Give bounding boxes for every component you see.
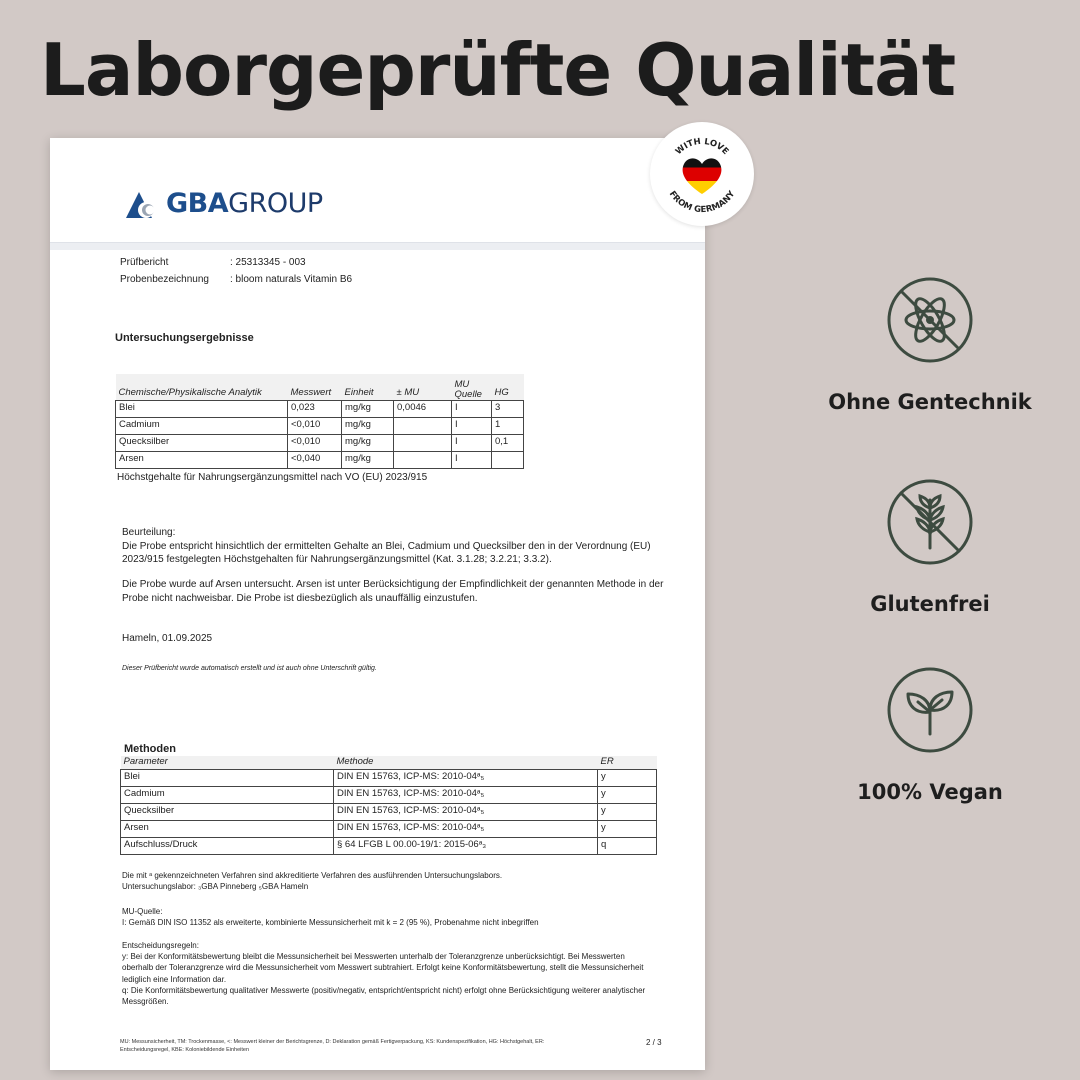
cell-method: DIN EN 15763, ICP-MS: 2010-04ᵃ₅ [334, 786, 598, 803]
cell-decision-rule: y [598, 786, 657, 803]
feature-label: Glutenfrei [870, 592, 990, 616]
cell-mu-source: I [452, 417, 492, 434]
made-in-germany-stamp [650, 122, 754, 226]
cell-analyte: Cadmium [116, 417, 288, 434]
cell-unit: mg/kg [342, 434, 394, 451]
cell-analyte: Arsen [116, 451, 288, 468]
cell-value: <0,010 [288, 417, 342, 434]
cell-method: § 64 LFGB L 00.00-19/1: 2015-06ᵃ₃ [334, 837, 598, 854]
results-heading: Untersuchungsergebnisse [115, 332, 254, 344]
cell-method: DIN EN 15763, ICP-MS: 2010-04ᵃ₅ [334, 803, 598, 820]
methods-col-header: Methode [334, 756, 598, 769]
page-number: 2 / 3 [646, 1038, 662, 1047]
table-row [121, 837, 657, 854]
cell-mu-source: I [452, 434, 492, 451]
rules-q: q: Die Konformitätsbewertung qualitativer Messwerte (positiv/negativ, entspricht/entspricht nicht) erfolgt ohne Berücksichtigung weiterer analytischer Messgrößen. [122, 985, 646, 1006]
assessment-block [122, 526, 682, 567]
cell-analyte: Quecksilber [116, 434, 288, 451]
assessment-title: Beurteilung: [122, 527, 176, 538]
cell-parameter: Cadmium [121, 786, 334, 803]
cell-decision-rule: y [598, 769, 657, 786]
page-headline: Laborgeprüfte Qualität [40, 28, 956, 112]
meta-label: Probenbezeichnung [120, 274, 209, 285]
table-row [121, 803, 657, 820]
stamp-top-text: WITH LOVE [673, 136, 731, 158]
mu-title: MU-Quelle: [122, 907, 163, 916]
methods-col-header: Parameter [121, 756, 334, 769]
results-col-header: HG [492, 374, 524, 400]
limits-note: Höchstgehalte für Nahrungsergänzungsmittel nach VO (EU) 2023/915 [117, 472, 428, 483]
meta-sample-name [120, 273, 352, 287]
accredited-note: Die mit ᵃ gekennzeichneten Verfahren sind akkreditierte Verfahren des ausführenden Untersuchungslabors. [122, 871, 503, 880]
gba-triangle-icon [122, 188, 160, 220]
vegan-sprout-icon [886, 666, 974, 754]
cell-mu [394, 417, 452, 434]
cell-unit: mg/kg [342, 451, 394, 468]
table-row [121, 769, 657, 786]
feature-no-gmo [780, 276, 1080, 414]
decision-rules-block [122, 940, 652, 1007]
cell-hg: 0,1 [492, 434, 524, 451]
mu-text: I: Gemäß DIN ISO 11352 als erweiterte, kombinierte Messunsicherheit mit k = 2 (95 %), Probenahme nicht inbegriffen [122, 918, 539, 928]
results-table [115, 374, 524, 469]
labs-note: Untersuchungslabor: ₃GBA Pinneberg ₅GBA Hameln [122, 882, 309, 892]
lab-report-document [50, 138, 705, 1070]
cell-value: 0,023 [288, 400, 342, 417]
meta-value: : 25313345 - 003 [230, 257, 306, 268]
meta-value: : bloom naturals Vitamin B6 [230, 274, 353, 285]
cell-decision-rule: y [598, 820, 657, 837]
feature-badges [780, 240, 1080, 830]
logo-brand: GBA [166, 188, 229, 219]
cell-value: <0,040 [288, 451, 342, 468]
methods-header-row [121, 756, 657, 769]
cell-value: <0,010 [288, 434, 342, 451]
feature-vegan [780, 666, 1080, 804]
table-row [116, 434, 524, 451]
cell-mu: 0,0046 [394, 400, 452, 417]
cell-method: DIN EN 15763, ICP-MS: 2010-04ᵃ₅ [334, 820, 598, 837]
table-row [116, 417, 524, 434]
methods-table [120, 756, 657, 855]
assessment-text: Die Probe entspricht hinsichtlich der ermittelten Gehalte an Blei, Cadmium und Quecksilber den in der Verordnung (EU) 2023/915 festgelegten Höchstgehalten für Nahrungsergänzungsmittel (Kat. 3.1.28; 3.2.21; 3.3.2). [122, 540, 651, 565]
gba-group-logo [122, 186, 323, 222]
rules-y: y: Bei der Konformitätsbewertung bleibt die Messunsicherheit bei Messwerten unterhalb der Toleranzgrenze unberücksichtigt. Bei Messwerten oberhalb der Toleranzgrenze wird die Messunsicherheit vom Messwert subtrahiert. Erfolgt keine Konformitätsbewertung, stellt die Messunsicherheit lediglich eine Information dar. [122, 952, 644, 984]
cell-parameter: Quecksilber [121, 803, 334, 820]
results-col-header: MU Quelle [452, 374, 492, 400]
logo-suffix: GROUP [228, 188, 323, 219]
cell-parameter: Aufschluss/Druck [121, 837, 334, 854]
cell-hg: 3 [492, 400, 524, 417]
methods-heading: Methoden [124, 743, 176, 755]
cell-method: DIN EN 15763, ICP-MS: 2010-04ᵃ₅ [334, 769, 598, 786]
results-col-header: ± MU [394, 374, 452, 400]
arsenic-text: Die Probe wurde auf Arsen untersucht. Arsen ist unter Berücksichtigung der Empfindlichkeit der genannten Methode in der Probe nicht nachweisbar. Die Probe ist diesbezüglich als unauffällig einzustufen. [122, 579, 664, 604]
results-header-row [116, 374, 524, 400]
table-row [116, 400, 524, 417]
accreditation-block [122, 870, 682, 892]
cell-unit: mg/kg [342, 400, 394, 417]
cell-decision-rule: q [598, 837, 657, 854]
german-heart-icon [650, 122, 754, 226]
rules-title: Entscheidungsregeln: [122, 941, 199, 950]
cell-mu [394, 434, 452, 451]
cell-hg: 1 [492, 417, 524, 434]
cell-mu-source: I [452, 400, 492, 417]
table-row [121, 786, 657, 803]
table-row [116, 451, 524, 468]
cell-hg [492, 451, 524, 468]
meta-label: Prüfbericht [120, 257, 169, 268]
mu-source-block [122, 906, 682, 928]
no-gluten-wheat-icon [886, 478, 974, 566]
header-divider [50, 242, 705, 250]
results-col-header: Chemische/Physikalische Analytik [116, 374, 288, 400]
cell-analyte: Blei [116, 400, 288, 417]
feature-label: Ohne Gentechnik [828, 390, 1032, 414]
auto-generated-note: Dieser Prüfbericht wurde automatisch erstellt und ist auch ohne Unterschrift gültig. [122, 665, 377, 672]
meta-report-number [120, 256, 306, 270]
cell-unit: mg/kg [342, 417, 394, 434]
cell-mu-source: I [452, 451, 492, 468]
methods-col-header: ER [598, 756, 657, 769]
cell-parameter: Blei [121, 769, 334, 786]
cell-parameter: Arsen [121, 820, 334, 837]
cell-mu [394, 451, 452, 468]
place-date: Hameln, 01.09.2025 [122, 633, 213, 644]
cell-decision-rule: y [598, 803, 657, 820]
feature-label: 100% Vegan [857, 780, 1003, 804]
results-col-header: Messwert [288, 374, 342, 400]
results-col-header: Einheit [342, 374, 394, 400]
table-row [121, 820, 657, 837]
stamp-bottom-text: FROM GERMANY [666, 189, 738, 216]
feature-gluten-free [780, 478, 1080, 616]
footer-abbreviations: MU: Messunsicherheit, TM: Trockenmasse, <: Messwert kleiner der Berichtsgrenze, D: Deklaration gemäß Fertigverpackung, KS: Kundenspezifikation, HG: Höchstgehalt, ER: Entscheidungsregel, KBE: Koloniebildende Einheiten [120, 1039, 545, 1054]
no-gmo-atom-icon [886, 276, 974, 364]
